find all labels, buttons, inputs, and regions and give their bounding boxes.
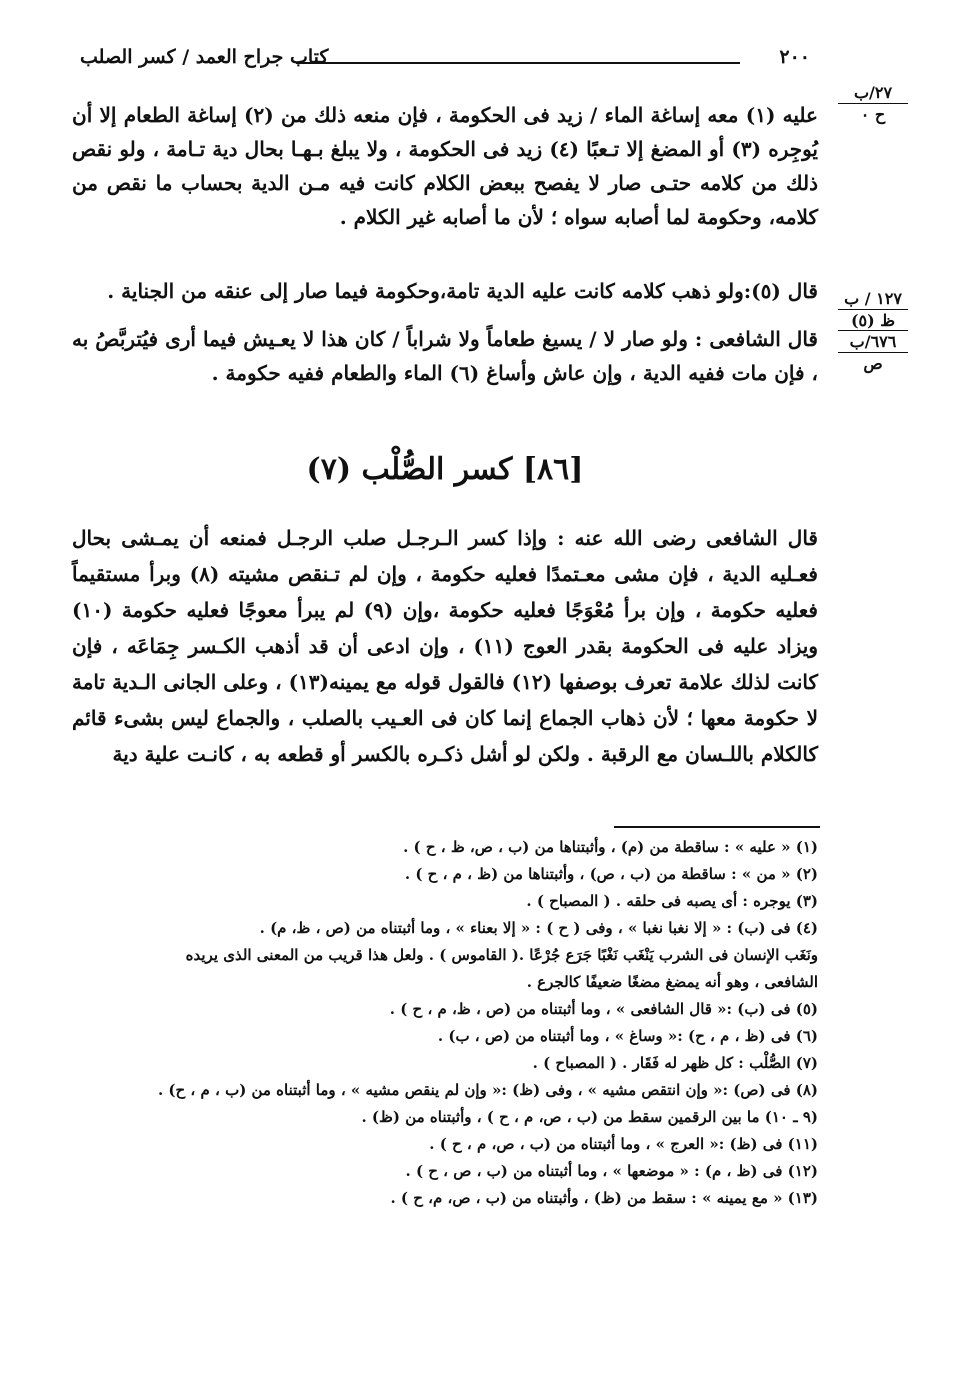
- margin-note-top: [838, 84, 908, 123]
- footnote-continuation: الشافعى ، وهو أنه يمضغ مضغًا ضعيفًا كالجرع .: [526, 973, 818, 991]
- margin-ref: ظ (٥): [838, 312, 908, 332]
- paragraph-lead: قال (٥): [751, 279, 818, 303]
- margin-ms: ص: [863, 353, 883, 373]
- paragraph-4: [72, 520, 818, 772]
- header-rule: [296, 62, 740, 64]
- footnote: (٩ ـ ١٠) ما بين الرقمين سقط من (ب ، ص، م ، ح ) ، وأثبتناه من (ظ) .: [361, 1108, 818, 1126]
- margin-ref: ٦٧٦/ب: [838, 333, 908, 353]
- footnote: (٧) الصُّلْب : كل ظهر له فَقَار . ( المصباح ) .: [532, 1054, 818, 1072]
- footnote: (٤) فى (ب) : « إلا نغبا نغبا » ، وفى ( ح ) : « إلا بعناء » ، وما أثبتناه من (ص ، ظ، م) .: [259, 919, 818, 937]
- footnote: (٥) فى (ب) :« قال الشافعى » ، وما أثبتناه من (ص ، ظ، م ، ح ) .: [389, 1000, 818, 1018]
- paragraph-lead: قال الشافعى: [709, 327, 818, 351]
- footnote: (١١) فى (ظ) :« العرج » ، وما أثبتناه من (ب ، ص، م ، ح ) .: [429, 1135, 818, 1153]
- footnotes: [60, 834, 818, 1212]
- running-title: كتاب جراح العمد / كسر الصلب: [80, 46, 329, 68]
- footnote-rule: [614, 826, 820, 828]
- footnote: (١) « عليه » : ساقطة من (م) ، وأثبتناها من (ب ، ص، ظ ، ح ) .: [403, 838, 818, 856]
- paragraph-1: عليه (١) معه إساغة الماء / زيد فى الحكومة ، فإن منعه ذلك من (٢) إساغة الطعام إلا أن يُوجِره (٣) أو المضغ إلا تـعبًا (٤) زيد فى الحكومة ، ولا يبلغ بـهـا بحال دية تـامة ، ولو نقص ذلك من كلامه حتـى صار لا يفصح ببعض الكلام كانت فيه مـن الدية بحساب ما نقص من كلامه، وحكومة لما أصابه سواه ؛ لأن ما أصابه غير الكلام .: [72, 103, 818, 229]
- paragraph-text: رضى الله عنه : وإذا كسر الـرجـل صلب الرجـل فمنعه أن يمـشى بحال فعـليه الدية ، فإن مشى معـتمدًا فعليه حكومة ، وإن لم تـنقص مشيته (٨) وبرأ مستقيماً فعليه حكومة ، وإن برأ مُعْوَجًا فعليه حكومة ،وإن (٩) لم يبرأ معوجًا فعليه حكومة (١٠) ويزاد عليه فى الحكومة بقدر العوج (١١) ، وإن ادعى أن قد أذهب الكـسر جِمَاعَه ، فإن كانت لذلك علامة تعرف بوصفها (١٢) فالقول قوله مع يمينه(١٣) ، وعلى الجانى الـدية تامة لا حكومة معها ؛ لأن ذهاب الجماع إنما كان فى العـيب بالصلب ، والجماع ليس بشىء قائم كالكلام باللـسان مع الرقبة . ولكن لو أشل ذكـره بالكسر أو قطعه به ، كانـت علية دية: [72, 526, 818, 766]
- paragraph-3: [72, 322, 818, 390]
- footnote: (٦) فى (ظ ، م ، ح) :« وساغ » ، وما أثبتناه من (ص ، ب) .: [437, 1027, 818, 1045]
- margin-ms: ح ٠: [860, 104, 886, 124]
- footnote: (١٣) « مع يمينه » : سقط من (ظ) ، وأثبتناه من (ب ، ص، م، ح ) .: [390, 1189, 818, 1207]
- margin-ref: ١٢٧ / ب: [838, 290, 908, 310]
- page-header: [72, 44, 818, 76]
- footnote: (٨) فى (ص) :« وإن انتقص مشيه » ، وفى (ظ) :« وإن لم ينقص مشيه » ، وما أثبتناه من (ب ، م ، ح) .: [157, 1081, 818, 1099]
- footnote: (٣) يوجره : أى يصبه فى حلقه . ( المصباح ) .: [526, 892, 818, 910]
- paragraph-text: :ولو ذهب كلامه كانت عليه الدية تامة،وحكومة فيما صار إلى عنقه من الجناية .: [107, 279, 752, 303]
- footnote-continuation: ونَغَب الإنسان فى الشرب يَنْغَب نَغْبًا جَرَع جُرْعًا .( القاموس ) . ولعل هذا قريب من المعنى الذى يريده: [185, 946, 818, 964]
- margin-note-bottom: [838, 290, 908, 372]
- paragraph-2: [72, 274, 818, 308]
- margin-ref: ٢٧/ب: [838, 84, 908, 104]
- paragraph-lead: قال الشافعى: [706, 526, 818, 550]
- page-number: ٢٠٠: [779, 46, 810, 68]
- section-title: [٨٦] كسر الصُّلْب (٧): [306, 452, 584, 487]
- footnote: (١٢) فى (ظ ، م) : « موضعها » ، وما أثبتناه من (ب ، ص ، ح ) .: [405, 1162, 818, 1180]
- footnote: (٢) « من » : ساقطة من (ب ، ص) ، وأثبتناها من (ظ ، م ، ح ) .: [404, 865, 818, 883]
- paragraph-text: : ولو صار لا / يسيغ طعاماً ولا شراباً / كان هذا لا يعـيش فيما أرى فيُتربَّصُ به ، فإن مات ففيه الدية ، وإن عاش وأساغ (٦) الماء والطعام ففيه حكومة .: [72, 327, 818, 385]
